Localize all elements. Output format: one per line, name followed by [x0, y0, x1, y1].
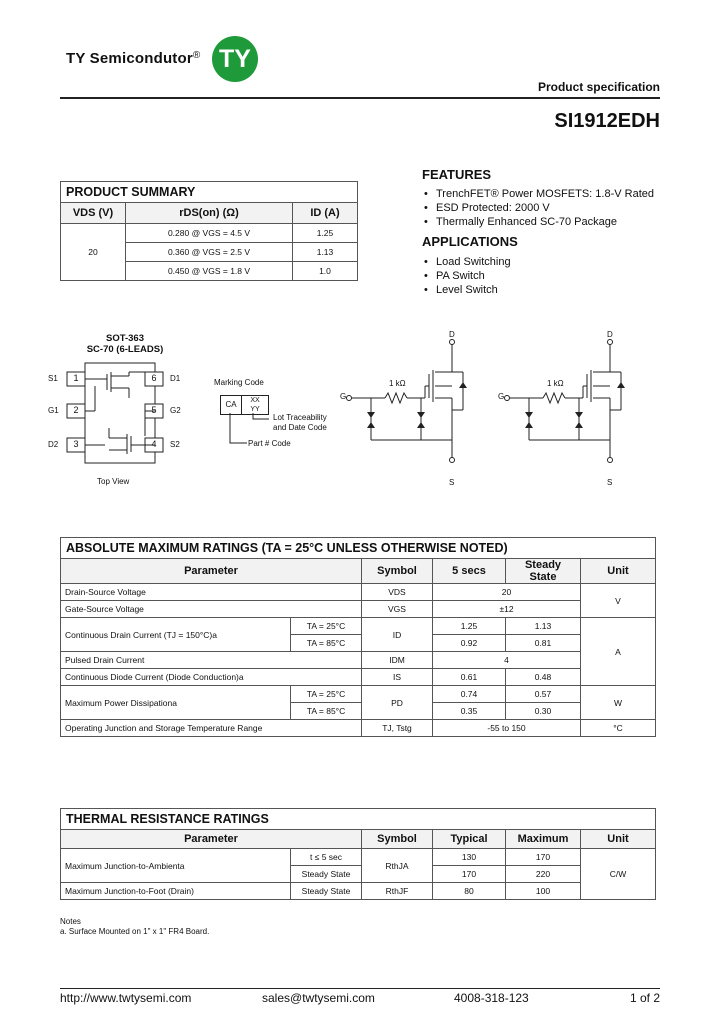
pd-25-5: 0.74 [433, 686, 506, 703]
applications-item: • Load Switching [424, 256, 511, 268]
row-tj-label: Operating Junction and Storage Temperature Range [61, 720, 362, 737]
applications-title: APPLICATIONS [422, 234, 518, 249]
pin-label-d1: D1 [170, 374, 181, 383]
col-unit: Unit [581, 559, 656, 584]
id-value: 1.13 [293, 243, 358, 262]
header-divider [60, 97, 660, 99]
rds-value: 0.360 @ VGS = 2.5 V [126, 243, 293, 262]
row-pd-label: Maximum Power Dissipationa [61, 686, 291, 720]
spec-label: Product specification [537, 80, 660, 94]
is-5: 0.61 [433, 669, 506, 686]
circuit-2-gate-label: G [498, 392, 505, 401]
idm-value: 4 [433, 652, 581, 669]
notes-title: Notes [60, 917, 81, 926]
pin-6-number: 6 [151, 373, 157, 383]
footer-phone: 4008-318-123 [454, 991, 529, 1005]
col-maximum: Maximum [506, 830, 581, 849]
vds-symbol: VDS [362, 584, 433, 601]
brand-name: TY Semicondutor® [66, 50, 201, 67]
idm-symbol: IDM [362, 652, 433, 669]
abs-max-ratings-table [60, 537, 656, 737]
thermal-unit: C/W [581, 849, 656, 900]
rjf-typ: 80 [433, 883, 506, 900]
circuit-1-source-label: S [449, 478, 455, 487]
col-symbol: Symbol [362, 559, 433, 584]
c-unit: °C [581, 720, 656, 737]
pin-label-g2: G2 [170, 406, 181, 415]
marking-code-box-2: XX YY [241, 395, 269, 415]
package-subname: SC-70 (6-LEADS) [86, 344, 164, 355]
col-unit: Unit [581, 830, 656, 849]
marking-code-box-1: CA [220, 395, 242, 415]
applications-item: • Level Switch [424, 284, 498, 296]
row-vds-label: Drain-Source Voltage [61, 584, 362, 601]
notes-a: a. Surface Mounted on 1" x 1" FR4 Board. [60, 927, 210, 936]
circuit-1-resistor-label: 1 kΩ [389, 379, 406, 388]
id-symbol: ID [362, 618, 433, 652]
vgs-symbol: VGS [362, 601, 433, 618]
col-symbol: Symbol [362, 830, 433, 849]
row-idm-label: Pulsed Drain Current [61, 652, 362, 669]
col-vds: VDS (V) [61, 203, 126, 224]
rjf-symbol: RthJF [362, 883, 433, 900]
tj-symbol: TJ, Tstg [362, 720, 433, 737]
vds-value: 20 [433, 584, 581, 601]
rjf-max: 100 [506, 883, 581, 900]
pd-85-ss: 0.30 [506, 703, 581, 720]
rds-value: 0.450 @ VGS = 1.8 V [126, 262, 293, 281]
product-summary-table [60, 181, 358, 281]
id-value: 1.0 [293, 262, 358, 281]
row-vgs-label: Gate-Source Voltage [61, 601, 362, 618]
circuit-1-gate-label: G [340, 392, 347, 401]
col-parameter: Parameter [61, 830, 362, 849]
col-steady-state: Steady State [506, 559, 581, 584]
features-item: • TrenchFET® Power MOSFETS: 1.8-V Rated [424, 188, 654, 200]
pin-1-number: 1 [73, 373, 79, 383]
circuit-2-resistor-label: 1 kΩ [547, 379, 564, 388]
part-number: SI1912EDH [554, 110, 660, 132]
top-view-label: Top View [97, 477, 130, 486]
cond-t5: t ≤ 5 sec [291, 849, 362, 866]
is-ss: 0.48 [506, 669, 581, 686]
col-typical: Typical [433, 830, 506, 849]
thermal-resistance-table [60, 808, 656, 900]
pin-label-g1: G1 [48, 406, 59, 415]
w-unit: W [581, 686, 656, 720]
vds-value: 20 [61, 224, 126, 281]
footer-email-link[interactable]: sales@twtysemi.com [262, 991, 375, 1005]
pd-85-5: 0.35 [433, 703, 506, 720]
circuit-2-source-label: S [607, 478, 613, 487]
applications-list [424, 255, 511, 297]
footer-divider [60, 988, 660, 989]
marking-part: Part # Code [248, 439, 291, 448]
pd-25-ss: 0.57 [506, 686, 581, 703]
pin-label-s1: S1 [48, 374, 58, 383]
cond-ss: Steady State [291, 866, 362, 883]
features-title: FEATURES [422, 167, 492, 182]
ta-85: TA = 85°C [291, 703, 362, 720]
rja-t5-max: 170 [506, 849, 581, 866]
col-5-secs: 5 secs [433, 559, 506, 584]
marking-lot: Lot Traceability [273, 413, 327, 422]
col-parameter: Parameter [61, 559, 362, 584]
id-85-5: 0.92 [433, 635, 506, 652]
pin-2-number: 2 [73, 405, 79, 415]
ta-25: TA = 25°C [291, 686, 362, 703]
abs-max-title: ABSOLUTE MAXIMUM RATINGS (TA = 25°C UNLESS OTHERWISE NOTED) [61, 538, 656, 559]
row-rja-label: Maximum Junction-to-Ambienta [61, 849, 291, 883]
rja-ss-max: 220 [506, 866, 581, 883]
package-name: SOT-363 [105, 333, 145, 344]
circuit-1-drain-label: D [449, 330, 455, 339]
pin-3-number: 3 [73, 439, 79, 449]
marking-title: Marking Code [214, 378, 264, 387]
registered-mark: ® [192, 50, 201, 61]
rja-ss-typ: 170 [433, 866, 506, 883]
vgs-value: ±12 [433, 601, 581, 618]
id-25-5: 1.25 [433, 618, 506, 635]
pin-label-s2: S2 [170, 440, 180, 449]
pin-4-number: 4 [151, 439, 157, 449]
thermal-title: THERMAL RESISTANCE RATINGS [61, 809, 656, 830]
tj-value: -55 to 150 [433, 720, 581, 737]
row-is-label: Continuous Diode Current (Diode Conduction)a [61, 669, 362, 686]
circuit-2-drain-label: D [607, 330, 613, 339]
v-unit: V [581, 584, 656, 618]
pd-symbol: PD [362, 686, 433, 720]
rja-t5-typ: 130 [433, 849, 506, 866]
row-id-label: Continuous Drain Current (TJ = 150°C)a [61, 618, 291, 652]
features-list [424, 187, 654, 229]
pin-5-number: 5 [151, 405, 157, 415]
pin-label-d2: D2 [48, 440, 59, 449]
footer-website-link[interactable]: http://www.twtysemi.com [60, 991, 192, 1005]
rds-value: 0.280 @ VGS = 4.5 V [126, 224, 293, 243]
circuit-schematic-1 [335, 330, 475, 480]
footer-page-number: 1 of 2 [629, 991, 660, 1005]
col-id: ID (A) [293, 203, 358, 224]
col-rds: rDS(on) (Ω) [126, 203, 293, 224]
brand-logo: TY [212, 36, 258, 82]
rjf-cond: Steady State [291, 883, 362, 900]
features-item: • ESD Protected: 2000 V [424, 202, 550, 214]
features-item: • Thermally Enhanced SC-70 Package [424, 216, 617, 228]
row-rjf-label: Maximum Junction-to-Foot (Drain) [61, 883, 291, 900]
ta-85: TA = 85°C [291, 635, 362, 652]
id-85-ss: 0.81 [506, 635, 581, 652]
a-unit: A [581, 618, 656, 686]
is-symbol: IS [362, 669, 433, 686]
product-summary-title: PRODUCT SUMMARY [61, 182, 358, 203]
rja-symbol: RthJA [362, 849, 433, 883]
id-25-ss: 1.13 [506, 618, 581, 635]
id-value: 1.25 [293, 224, 358, 243]
circuit-schematic-2 [493, 330, 633, 480]
marking-lot-2: and Date Code [273, 423, 327, 432]
applications-item: • PA Switch [424, 270, 485, 282]
ta-25: TA = 25°C [291, 618, 362, 635]
